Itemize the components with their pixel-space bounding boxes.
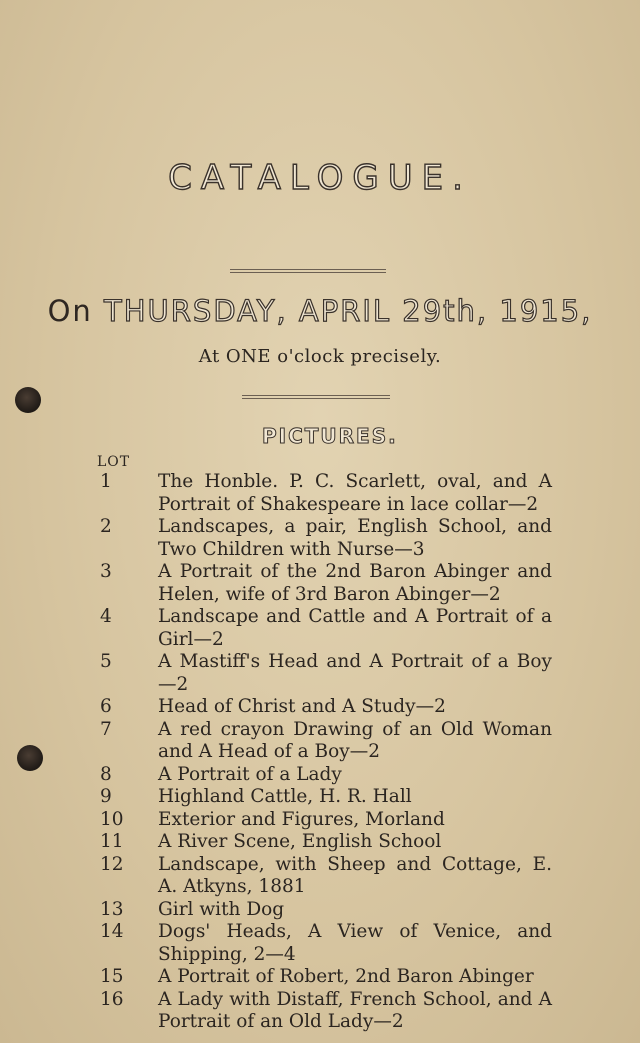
lot-description: The Honble. P. C. Scarlett, oval, and A Portrait of Shakespeare in lace collar—2 bbox=[158, 471, 552, 515]
lot-description: Landscapes, a pair, English School, and Two Children with Nurse—3 bbox=[158, 516, 552, 560]
lot-item bbox=[97, 764, 552, 787]
lot-number: 10 bbox=[100, 808, 124, 830]
sale-time: At ONE o'clock precisely. bbox=[198, 346, 442, 367]
lot-item bbox=[97, 719, 552, 764]
lot-item bbox=[97, 696, 552, 719]
title-rule bbox=[230, 269, 386, 273]
lot-description: A Lady with Distaff, French School, and A Portrait of an Old Lady—2 bbox=[158, 988, 552, 1032]
lot-number: 13 bbox=[100, 898, 124, 920]
section-rule bbox=[242, 395, 390, 399]
sale-date bbox=[0, 294, 640, 328]
lot-number: 9 bbox=[100, 786, 112, 807]
lot-item bbox=[97, 899, 552, 922]
lot-number: 1 bbox=[100, 471, 112, 492]
lot-item bbox=[97, 516, 552, 561]
lot-item bbox=[97, 471, 552, 516]
date-prefix: On bbox=[47, 294, 93, 328]
lot-number: 4 bbox=[100, 606, 112, 627]
lot-number: 5 bbox=[100, 651, 112, 672]
lot-description: A River Scene, English School bbox=[158, 831, 442, 852]
lot-number: 15 bbox=[100, 966, 124, 987]
lot-description: Landscape and Cattle and A Portrait of a Girl—2 bbox=[158, 606, 552, 650]
lot-item bbox=[97, 786, 552, 809]
lot-description: A Mastiff's Head and A Portrait of a Boy—2 bbox=[158, 651, 552, 695]
lot-number: 2 bbox=[100, 516, 112, 537]
lot-description: Dogs' Heads, A View of Venice, and Shipping, 2—4 bbox=[158, 921, 552, 965]
lot-item bbox=[97, 561, 552, 606]
lot-item bbox=[97, 854, 552, 899]
lot-item bbox=[97, 809, 552, 832]
lot-number: 8 bbox=[100, 763, 112, 785]
lot-number: 14 bbox=[100, 921, 124, 942]
binding-hole bbox=[17, 745, 43, 771]
lot-item bbox=[97, 989, 552, 1034]
lot-item bbox=[97, 651, 552, 696]
lot-description: A Portrait of Robert, 2nd Baron Abinger bbox=[158, 966, 534, 987]
lot-description: A Portrait of the 2nd Baron Abinger and Helen, wife of 3rd Baron Abinger—2 bbox=[158, 561, 552, 605]
lot-description: A red crayon Drawing of an Old Woman and A Head of a Boy—2 bbox=[158, 718, 552, 762]
lot-item bbox=[97, 606, 552, 651]
lot-description: Exterior and Figures, Morland bbox=[158, 808, 445, 830]
lot-number: 6 bbox=[100, 696, 112, 717]
lot-description: Girl with Dog bbox=[158, 898, 285, 920]
lot-number: 16 bbox=[100, 988, 124, 1010]
lot-item bbox=[97, 966, 552, 989]
lot-number: 12 bbox=[100, 853, 124, 875]
lot-description: Head of Christ and A Study—2 bbox=[158, 696, 446, 717]
lot-description: A Portrait of a Lady bbox=[158, 763, 342, 785]
lot-number: 11 bbox=[100, 831, 124, 852]
lot-item bbox=[97, 831, 552, 854]
lot-list bbox=[97, 471, 552, 1034]
binding-hole bbox=[15, 387, 41, 413]
lot-column-label: LOT bbox=[97, 454, 131, 470]
lot-description: Landscape, with Sheep and Cottage, E. A. Atkyns, 1881 bbox=[158, 853, 552, 897]
lot-item bbox=[97, 921, 552, 966]
catalogue-title: CATALOGUE. bbox=[168, 158, 472, 198]
section-heading: PICTURES. bbox=[262, 424, 398, 448]
date-main: THURSDAY, APRIL 29th, 1915, bbox=[104, 294, 593, 328]
lot-number: 3 bbox=[100, 561, 112, 582]
lot-number: 7 bbox=[100, 718, 112, 740]
lot-description: Highland Cattle, H. R. Hall bbox=[158, 786, 412, 807]
